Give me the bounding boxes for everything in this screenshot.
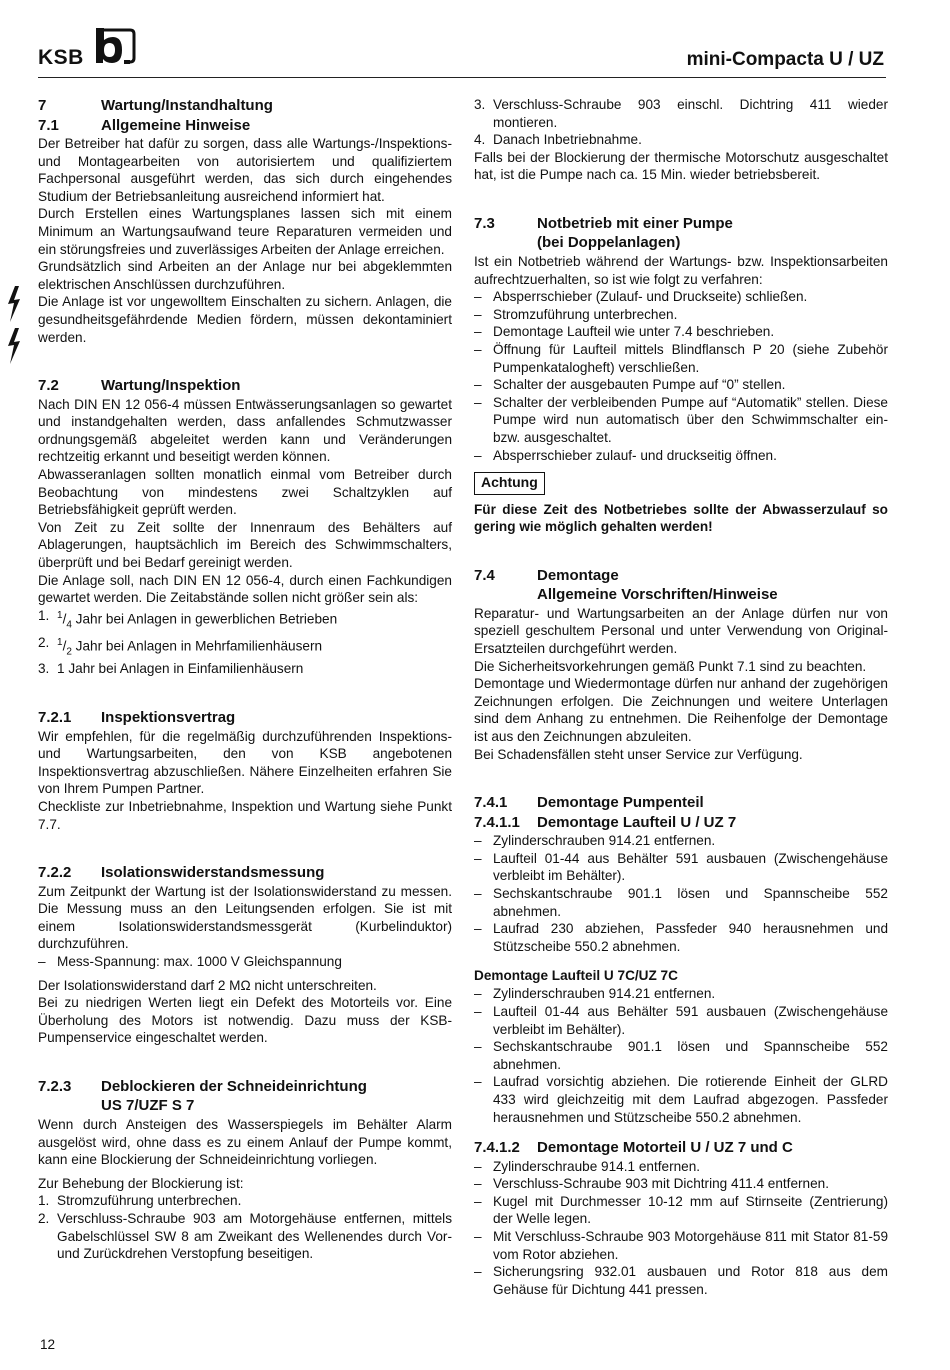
ksb-b-logo-icon bbox=[90, 28, 136, 68]
list-item: – Sechskantschraube 901.1 lösen und Spannscheibe 552 abnehmen. bbox=[474, 1039, 888, 1072]
section-heading-line2: (bei Doppelanlagen) bbox=[537, 234, 681, 252]
paragraph: Bei Schadensfällen steht unser Service zur Verfügung. bbox=[474, 746, 803, 762]
achtung-label: Achtung bbox=[474, 472, 545, 495]
page-header bbox=[38, 18, 886, 78]
warning-text: Für diese Zeit des Notbetriebes sollte der Abwasserzulauf so gering wie möglich gehalten werden! bbox=[474, 501, 888, 535]
list-item: – Absperrschieber zulauf- und druckseitig öffnen. bbox=[474, 447, 777, 463]
list-item: – Sicherungsring 932.01 ausbauen und Rotor 818 aus dem Gehäuse für Dichtung 441 pressen. bbox=[474, 1264, 888, 1297]
ksb-logo bbox=[38, 28, 136, 68]
list-item: 4. Danach Inbetriebnahme. bbox=[474, 132, 642, 148]
list-item: 2. $^1/_2$ Jahr bei Anlagen in Mehrfamilienhäusern bbox=[38, 634, 323, 657]
list-item: – Zylinderschraube 914.1 entfernen. bbox=[474, 1158, 701, 1174]
dash-list bbox=[474, 288, 888, 464]
list-item: 3. Verschluss-Schraube 903 einschl. Dichtring 411 wieder montieren. bbox=[474, 97, 888, 130]
section-heading: 7.4.1.2 Demontage Motorteil U / UZ 7 und C bbox=[474, 1139, 793, 1157]
paragraph: Checkliste zur Inbetriebnahme, Inspektion und Wartung siehe Punkt 7.7. bbox=[38, 798, 452, 832]
dash-list bbox=[474, 832, 888, 955]
paragraph: Zur Behebung der Blockierung ist: bbox=[38, 1175, 244, 1191]
paragraph: Grundsätzlich sind Arbeiten an der Anlage nur bei abgeklemmten elektrischen Anschlüssen durchzuführen. bbox=[38, 259, 452, 292]
list-item: – Schalter der ausgebauten Pumpe auf “0” stellen. bbox=[474, 377, 786, 393]
list-item: – Sechskantschraube 901.1 lösen und Spannscheibe 552 abnehmen. bbox=[474, 886, 888, 919]
paragraph: Durch Erstellen eines Wartungsplanes lassen sich mit einem Minimum an Wartungsaufwand teure Reparaturen vermeiden und ein störungsfreies und zuverlässiges Arbeiten der Anlage erreichen. bbox=[38, 206, 452, 257]
section-heading: 7.4.1.1 Demontage Laufteil U / UZ 7 bbox=[474, 813, 737, 831]
list-item: 1. $^1/_4$ Jahr bei Anlagen in gewerblichen Betrieben bbox=[38, 607, 338, 630]
section-heading-line2: Allgemeine Vorschriften/Hinweise bbox=[537, 586, 778, 604]
list-item: 1. Stromzuführung unterbrechen. bbox=[38, 1193, 242, 1209]
list-item: – Laufteil 01-44 aus Behälter 591 ausbauen (Zwischengehäuse verbleibt im Behälter). bbox=[474, 1003, 888, 1037]
dash-list bbox=[474, 985, 888, 1126]
dash-list bbox=[474, 1158, 888, 1299]
list-item: – Verschluss-Schraube 903 mit Dichtring 411.4 entfernen. bbox=[474, 1176, 829, 1192]
paragraph: Falls bei der Blockierung der thermische Motorschutz ausgeschaltet hat, ist die Pumpe nach ca. 15 Min. wieder betriebsbereit. bbox=[474, 149, 888, 183]
list-item: – Öffnung für Laufteil mittels Blindflansch P 20 (siehe Zubehör Pumpenkatalogheft) verschließen. bbox=[474, 341, 888, 375]
right-column bbox=[474, 96, 888, 1298]
section-heading: 7.3 Notbetrieb mit einer Pumpe bbox=[474, 214, 733, 232]
paragraph: Abwasseranlagen sollten monatlich einmal vom Betreiber durch Beobachtung von mindestens zwei Schaltzyklen auf Betriebsfähigkeit geprüft werden. bbox=[38, 467, 452, 518]
list-item: – Schalter der verbleibenden Pumpe auf “Automatik” stellen. Diese Pumpe wird nun automatisch über den Schwimmschalter ein- bzw. ausgeschaltet. bbox=[474, 394, 888, 445]
list-item: 3. 1 Jahr bei Anlagen in Einfamilienhäusern bbox=[38, 661, 304, 677]
subsection-heading: Demontage Laufteil U 7C/UZ 7C bbox=[474, 968, 678, 984]
left-column bbox=[38, 96, 452, 1263]
list-item: – Laufrad vorsichtig abziehen. Die rotierende Einheit der GLRD 433 wird gleichzeitig mit dem Laufrad abgezogen. Passfeder herausnehmen und Stützscheibe 550.2 abnehmen. bbox=[474, 1074, 888, 1125]
list-item: – Absperrschieber (Zulauf- und Druckseite) schließen. bbox=[474, 289, 808, 305]
section-heading: 7.1 Allgemeine Hinweise bbox=[38, 116, 251, 134]
list-item: – Zylinderschrauben 914.21 entfernen. bbox=[474, 986, 716, 1002]
section-heading: 7.2.1 Inspektionsvertrag bbox=[38, 709, 236, 727]
section-heading: 7.2.2 Isolationswiderstandsmessung bbox=[38, 864, 325, 882]
list-item: – Laufrad 230 abziehen, Passfeder 940 herausnehmen und Stützscheibe 550.2 abnehmen. bbox=[474, 921, 888, 954]
section-heading: 7 Wartung/Instandhaltung bbox=[38, 97, 273, 114]
paragraph: Zum Zeitpunkt der Wartung ist der Isolationswiderstand zu messen. Die Messung muss an den Leitungsenden erfolgen. Sie ist mit einem Isolationswiderstandsmessgerät (Kurbelinduktor) durchzuführen. bbox=[38, 883, 452, 952]
list-item: – Kugel mit Durchmesser 10-12 mm auf Stirnseite (Zentrierung) der Welle legen. bbox=[474, 1193, 888, 1227]
paragraph: Ist ein Notbetrieb während der Wartungs- bzw. Inspektionsarbeiten aufrechtzuerhalten, so ist wie folgt zu verfahren: bbox=[474, 253, 888, 287]
electrical-hazard-icon bbox=[6, 328, 22, 364]
list-item: – Demontage Laufteil wie unter 7.4 beschrieben. bbox=[474, 324, 775, 340]
list-item: – Mit Verschluss-Schraube 903 Motorgehäuse 811 mit Stator 81-59 vom Rotor abziehen. bbox=[474, 1229, 888, 1262]
document-title: mini-Compacta U / UZ bbox=[686, 49, 884, 70]
paragraph: Der Betreiber hat dafür zu sorgen, dass alle Wartungs-/Inspektions- und Montagearbeiten von autorisiertem und qualifiziertem Fachpersonal ausgeführt werden, das sich durch eingehendes Studium der Betriebsanleitung ausreichend informiert hat. bbox=[38, 136, 452, 204]
list-item: – Zylinderschrauben 914.21 entfernen. bbox=[474, 833, 716, 849]
paragraph: Von Zeit zu Zeit sollte der Innenraum des Behälters auf Ablagerungen, hauptsächlich im Bereich des Schwimmschalters, überprüft und bei Bedarf gereinigt werden. bbox=[38, 519, 452, 570]
section-heading-line2: US 7/UZF S 7 bbox=[101, 1097, 195, 1115]
paragraph: Bei zu niedrigen Werten liegt ein Defekt des Motorteils vor. Eine Überholung des Motors ist notwendig. Dazu muss der KSB-Pumpenservice eingeschaltet werden. bbox=[38, 995, 452, 1046]
section-heading: 7.4.1 Demontage Pumpenteil bbox=[474, 794, 704, 812]
paragraph: Der Isolationswiderstand darf 2 MΩ nicht unterschreiten. bbox=[38, 977, 377, 993]
paragraph: Die Anlage ist vor ungewolltem Einschalten zu sichern. Anlagen, die gesundheitsgefährdende Medien fördern, müssen dekontaminiert werden. bbox=[38, 294, 452, 345]
paragraph: Wir empfehlen, für die regelmäßig durchzuführenden Inspektions- und Wartungsarbeiten, den von KSB angebotenen Inspektionsvertrag abzuschließen. Nähere Einzelheiten erfahren Sie von Ihrem Pumpen Partner. bbox=[38, 728, 452, 797]
paragraph: Reparatur- und Wartungsarbeiten an der Anlage dürfen nur von speziell geschultem Personal und unter Verwendung von Original-Ersatzteilen durchgeführt werden. bbox=[474, 605, 888, 657]
paragraph: Wenn durch Ansteigen des Wasserspiegels im Behälter Alarm ausgelöst wird, ohne dass es zu einem Anlauf der Pumpe kommt, kann eine Blockierung der Schneideinrichtung vorliegen. bbox=[38, 1116, 452, 1168]
paragraph: Demontage und Wiedermontage dürfen nur anhand der zugehörigen Zeichnungen erfolgen. Die Zeichnungen und weitere Unterlagen sind dem Anhang zu entnehmen. Die Reihenfolge der Demontage ist aus den Zeichnungen abzuleiten. bbox=[474, 676, 888, 745]
paragraph: Die Sicherheitsvorkehrungen gemäß Punkt 7.1 sind zu beachten. bbox=[474, 658, 867, 674]
logo-text: KSB bbox=[38, 46, 84, 69]
electrical-hazard-icon bbox=[6, 286, 22, 322]
page-number: 12 bbox=[40, 1337, 56, 1352]
paragraph: Die Anlage soll, nach DIN EN 12 056-4, durch einen Fachkundigen gewartet werden. Die Zeitabstände sollen nicht größer sein als: bbox=[38, 572, 452, 606]
list-item: – Stromzuführung unterbrechen. bbox=[474, 306, 678, 322]
section-heading: 7.2.3 Deblockieren der Schneideinrichtung bbox=[38, 1077, 367, 1095]
section-heading: 7.4 Demontage bbox=[474, 566, 619, 584]
list-item: – Laufteil 01-44 aus Behälter 591 ausbauen (Zwischengehäuse verbleibt im Behälter). bbox=[474, 850, 888, 884]
paragraph: Nach DIN EN 12 056-4 müssen Entwässerungsanlagen so gewartet und instandgehalten werden, dass anfallendes Schmutzwasser ordnungsgemäß abgeleitet werden kann und Veränderungen rechtzeitig erkannt und beseitigt werden können. bbox=[38, 396, 452, 465]
list-item: – Mess-Spannung: max. 1000 V Gleichspannung bbox=[38, 953, 342, 969]
section-heading: 7.2 Wartung/Inspektion bbox=[38, 377, 241, 395]
list-item: 2. Verschluss-Schraube 903 am Motorgehäuse entfernen, mittels Gabelschlüssel SW 8 am Zweikant des Wellenendes durch Vor- und Zurückdrehen Verstopfung beseitigen. bbox=[38, 1210, 452, 1262]
